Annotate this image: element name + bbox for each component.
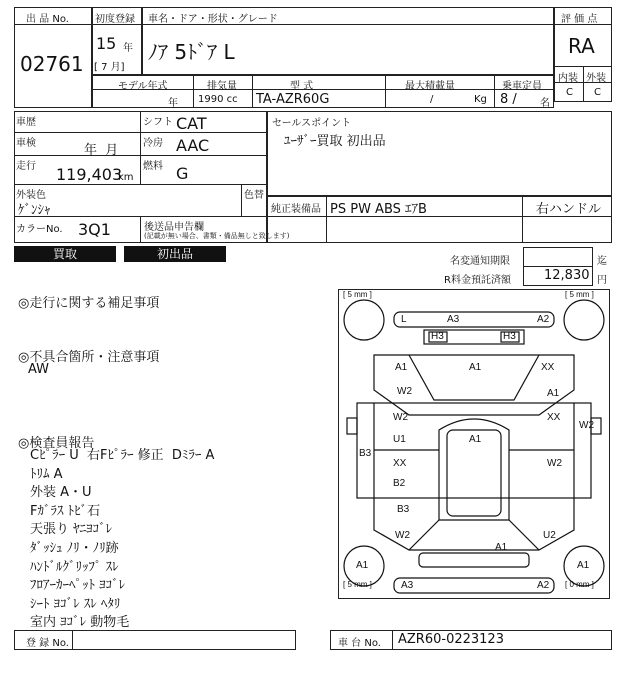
damage-mark: W2 (395, 530, 410, 541)
name-change-label: 名変通知期限 (450, 256, 510, 267)
car-name-label: 車名・ドア・形状・グレード (148, 14, 278, 25)
damage-mark: U2 (543, 530, 556, 541)
damage-mark: XX (393, 458, 407, 469)
tire-depth-fr: [ 5 mm ] (565, 290, 594, 299)
first-reg-month: [ 7 月] (94, 62, 125, 73)
lot-no: 02761 (20, 52, 84, 76)
damage-mark: XX (547, 412, 561, 423)
damage-mark: A1 (356, 560, 369, 571)
inspector-line: ﾀﾞｯｼｭ ﾉﾘ・ﾉﾘ跡 (30, 540, 119, 556)
equipment-label: 純正装備品 (271, 204, 321, 215)
model-type: TA-AZR60G (256, 92, 330, 107)
fuel-label: 燃料 (143, 161, 163, 172)
equipment: PS PW ABS ｴｱB (330, 202, 427, 217)
defects-title: ◎不具合箇所・注意事項 (18, 350, 160, 365)
damage-mark: A1 (547, 388, 560, 399)
mileage: 119,403 (56, 165, 123, 184)
type-label: 型 式 (290, 81, 314, 92)
inspector-line: 室内 ﾖｺﾞﾚ 動物毛 (30, 615, 130, 631)
chassis-no: AZR60-0223123 (398, 632, 504, 647)
sales-point: ﾕｰｻﾞｰ買取 初出品 (284, 134, 386, 149)
damage-mark: XX (541, 362, 555, 373)
damage-mark: B2 (393, 478, 406, 489)
displacement-label: 排気量 (207, 81, 237, 92)
shift: CAT (176, 114, 207, 133)
inspector-lines (30, 447, 214, 633)
damage-mark: B3 (359, 448, 372, 459)
exterior-label: 外装 (586, 73, 606, 84)
tire-depth-rr: [ 0 mm ] (565, 580, 594, 589)
damage-mark: W2 (397, 386, 412, 397)
color-no-label: カラーNo. (16, 224, 63, 235)
buy-tag: 買取 (14, 246, 116, 262)
damage-mark: B3 (397, 504, 410, 515)
ext-color-label: 外装色 (16, 190, 46, 201)
interior-label: 内装 (558, 73, 578, 84)
color-no: 3Q1 (78, 220, 111, 239)
damage-mark: A1 (469, 362, 482, 373)
ext-color: ｹﾞﾝｼｬ (18, 203, 51, 218)
chassis-label: 車 台 No. (338, 638, 381, 649)
first-reg-year-unit: 年 (123, 43, 133, 54)
name-change-value (523, 247, 593, 267)
post-doc-label: 後送品申告欄 (144, 222, 204, 233)
history-label: 車歴 (16, 117, 36, 128)
interior-grade: C (566, 87, 573, 98)
lot-no-label: 出 品 No. (26, 14, 69, 25)
tire-depth-rl: [ 5 mm ] (343, 580, 372, 589)
damage-mark: A1 (469, 434, 482, 445)
sales-point-label: セールスポイント (272, 118, 352, 129)
capacity-unit: 名 (540, 98, 550, 109)
max-load: / (430, 94, 434, 105)
max-load-unit: Kg (474, 94, 487, 105)
inspection-value: 年 月 (84, 143, 119, 158)
damage-mark: A1 (577, 560, 590, 571)
inspector-line: ﾄﾘﾑ A (30, 466, 63, 482)
inspector-line: 外装 A・U (30, 485, 92, 501)
supplement-title: ◎走行に関する補足事項 (18, 296, 160, 311)
inspector-line: Fｶﾞﾗｽ ﾄﾋﾞ石 (30, 503, 101, 519)
inspector-title: ◎検査員報告 (18, 436, 95, 451)
tire-depth-fl: [ 5 mm ] (343, 290, 372, 299)
grade-label: 評 価 点 (561, 14, 598, 25)
fuel: G (176, 164, 189, 183)
inspector-line: ｼｰﾄ ﾖｺﾞﾚ ｽﾚ ﾍﾀﾘ (30, 596, 121, 612)
damage-mark: W2 (547, 458, 562, 469)
recycle-value: 12,830 (544, 268, 590, 283)
capacity: 8 / (500, 92, 517, 107)
recycle-unit: 円 (597, 275, 607, 286)
damage-mark: A2 (537, 314, 550, 325)
inspector-line: ﾊﾝﾄﾞﾙｸﾞﾘｯﾌﾟ ｽﾚ (30, 559, 119, 575)
mileage-label: 走行 (16, 161, 36, 172)
damage-mark: H3 (431, 331, 444, 342)
damage-mark: L (401, 314, 407, 325)
capacity-label: 乗車定員 (502, 81, 542, 92)
name-change-unit: 迄 (597, 256, 607, 267)
displacement: 1990 cc (198, 94, 238, 105)
reg-no-label: 登 録 No. (26, 638, 69, 649)
inspector-line: 天張り ﾔﾆﾖｺﾞﾚ (30, 522, 113, 538)
damage-mark: A3 (401, 580, 414, 591)
defects: AW (28, 362, 50, 377)
damage-mark: W2 (579, 420, 594, 431)
damage-mark: A1 (395, 362, 408, 373)
first-reg-year: 15 (96, 34, 117, 53)
inspector-line: Cﾋﾟﾗｰ U 右Fﾋﾟﾗｰ 修正 Dﾐﾗｰ A (30, 448, 215, 463)
exterior-grade: C (594, 87, 601, 98)
damage-mark: A3 (447, 314, 460, 325)
inspection-label: 車検 (16, 138, 36, 149)
first-listing-tag: 初出品 (124, 246, 226, 262)
car-name: ﾉｱ 5ﾄﾞｱ L (148, 40, 235, 64)
damage-mark: A2 (537, 580, 550, 591)
mileage-unit: km (118, 172, 134, 183)
damage-mark: U1 (393, 434, 406, 445)
damage-mark: H3 (503, 331, 516, 342)
recycle-label: R料金預託済額 (444, 275, 511, 286)
max-load-label: 最大積載量 (405, 81, 455, 92)
overall-grade: RA (568, 34, 595, 58)
ac: AAC (176, 136, 210, 155)
shift-label: シフト (143, 117, 173, 128)
first-reg-label: 初度登録 (95, 14, 135, 25)
inspector-line: ﾌﾛｱｰｶｰﾍﾟｯﾄ ﾖｺﾞﾚ (30, 578, 126, 594)
model-year-label: モデル年式 (118, 81, 168, 92)
damage-mark: W2 (393, 412, 408, 423)
model-year-unit: 年 (168, 98, 178, 109)
damage-diagram (338, 289, 610, 599)
damage-mark: A1 (495, 542, 508, 553)
steering: 右ハンドル (536, 202, 602, 217)
post-doc-note: (記載が無い場合、書類・備品無しと致します) (144, 232, 290, 240)
repaint-label: 色替 (244, 190, 264, 201)
ac-label: 冷房 (143, 138, 163, 149)
